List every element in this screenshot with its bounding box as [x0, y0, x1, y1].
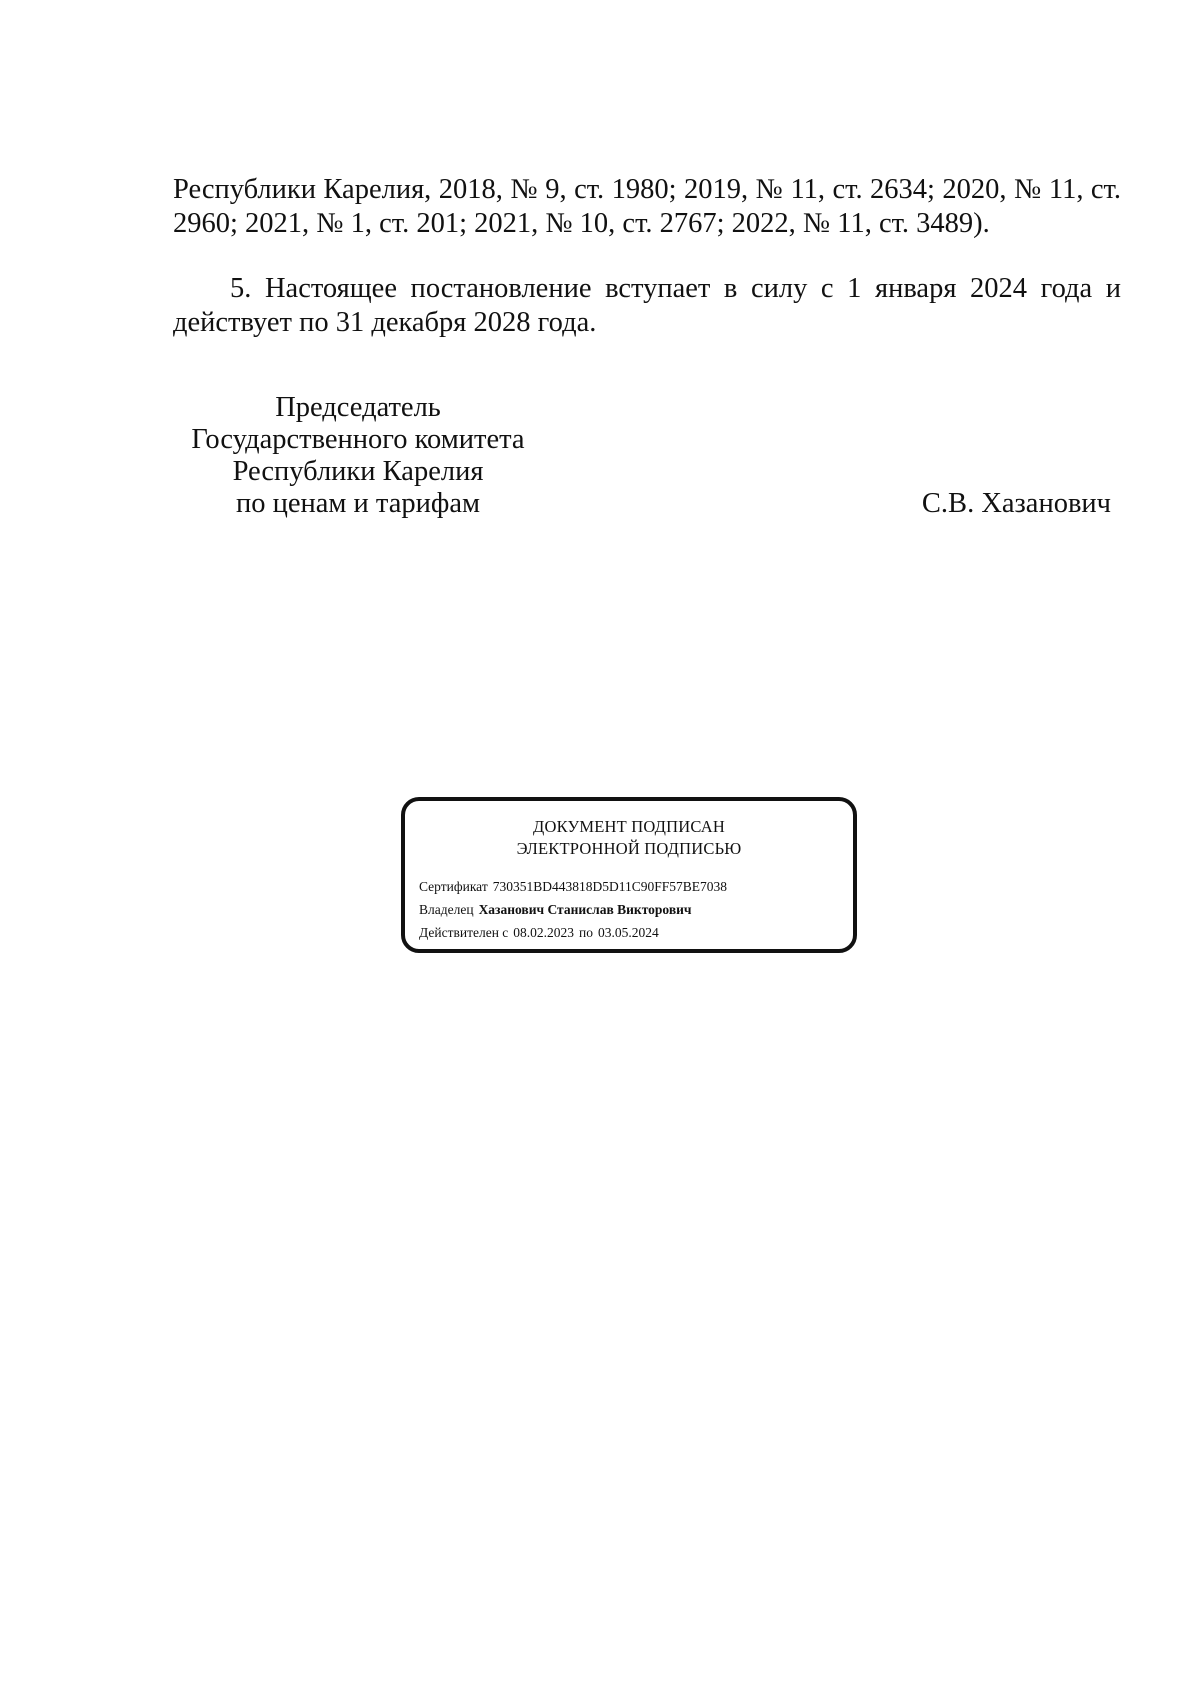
certificate-row: [419, 875, 727, 898]
stamp-heading: [405, 816, 853, 860]
certificate-label: Сертификат: [419, 879, 488, 894]
paragraph-continuation: Республики Карелия, 2018, № 9, ст. 1980; 2019, № 11, ст. 2634; 2020, № 11, ст. 2960; 2021, № 1, ст. 201; 2021, № 10, ст. 2767; 2022, № 11, ст. 3489).: [173, 174, 1121, 239]
stamp-heading-line: ДОКУМЕНТ ПОДПИСАН: [533, 817, 725, 836]
owner-name: Хазанович Станислав Викторович: [478, 902, 692, 917]
validity-row: [419, 921, 727, 944]
valid-label: Действителен с: [419, 925, 509, 940]
owner-label: Владелец: [419, 902, 474, 917]
signer-position-line: по ценам и тарифам: [235, 488, 481, 519]
valid-to-label: по: [579, 925, 594, 940]
electronic-signature-stamp: [401, 797, 857, 953]
signer-name: С.В. Хазанович: [921, 488, 1111, 519]
paragraph-clause-5: 5. Настоящее постановление вступает в силу с 1 января 2024 года и действует по 31 декабря 2028 года.: [173, 273, 1121, 338]
signer-position-line: Государственного комитета: [191, 424, 525, 455]
stamp-details: [419, 875, 727, 944]
stamp-heading-line: ЭЛЕКТРОННОЙ ПОДПИСЬЮ: [516, 839, 742, 858]
signer-position: [173, 392, 543, 520]
valid-to: 03.05.2024: [598, 925, 659, 940]
valid-from: 08.02.2023: [513, 925, 575, 940]
certificate-id: 730351BD443818D5D11C90FF57BE7038: [492, 879, 728, 894]
signer-position-line: Председатель: [275, 392, 441, 423]
owner-row: [419, 898, 727, 921]
signer-position-line: Республики Карелия: [232, 456, 484, 487]
